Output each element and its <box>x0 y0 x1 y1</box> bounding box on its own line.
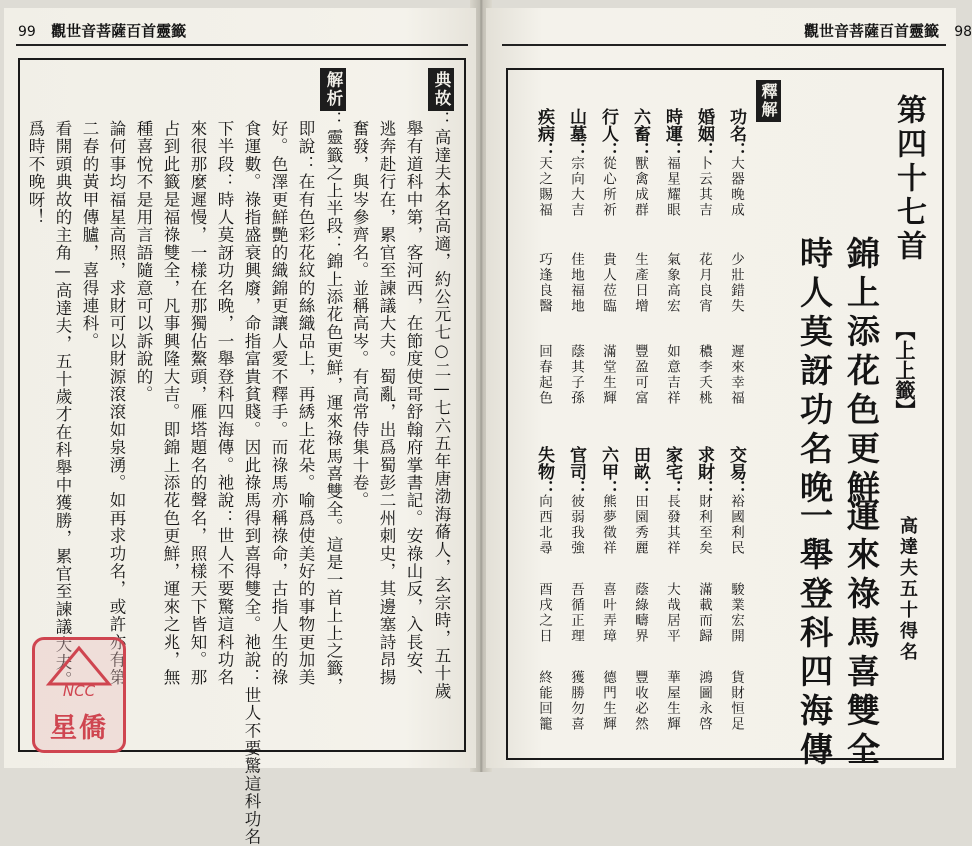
analysis-line-10: 二春的黃甲傳臚，喜得連科。 <box>80 120 99 351</box>
category-value: 蔭綠疇界 <box>632 582 648 644</box>
category-value: 豐盈可富 <box>632 344 648 406</box>
allusion-line-4: 奮發，與岑參齊名。並稱高岑。有高常侍集十卷。 <box>350 120 369 510</box>
category-value: 蔭其子孫 <box>568 344 584 406</box>
category-label: 六甲： <box>598 446 618 497</box>
category-value: 裕國利民 <box>728 494 744 556</box>
analysis-line-1: 解析：靈籤之上半段：錦上添花色更鮮，運來祿馬喜雙全。這是一首上上之籤， <box>320 68 346 695</box>
category-label: 交易： <box>726 446 746 497</box>
analysis-line-2: 即說：在有色彩花紋的絲織品上，再綉上花朵。喻爲使美好的事物更加美 <box>296 120 315 687</box>
category-label: 行人： <box>598 108 618 159</box>
right-running-title: 觀世音菩薩百首靈籤 <box>804 22 940 40</box>
category-value: 宗向大吉 <box>568 156 584 218</box>
analysis-line-11: 看開頭典故的主角—高達夫，五十歲才在科舉中獲勝，累官至諫議大夫。 <box>53 120 72 689</box>
category-label: 求財： <box>694 446 714 497</box>
category-value: 生產日增 <box>632 252 648 314</box>
category-value: 遲來幸福 <box>728 344 744 406</box>
category-label: 山墓： <box>566 108 586 159</box>
category-value: 佳地福地 <box>568 252 584 314</box>
category-value: 華屋生輝 <box>664 670 680 732</box>
lot-grade: 【上上籤】 <box>892 320 916 420</box>
category-label: 家宅： <box>662 446 682 497</box>
right-header <box>804 20 972 41</box>
left-header <box>18 20 186 41</box>
category-value: 彼弱我強 <box>568 494 584 556</box>
left-page-number: 99 <box>18 24 36 40</box>
verse-line-1: 錦上添花色更鮮 <box>842 236 881 509</box>
analysis-line-8: 種喜悅不是用言語隨意可以訴說的。 <box>134 120 153 404</box>
category-value: 氣象高宏 <box>664 252 680 314</box>
right-page <box>486 8 972 771</box>
lot-number: 第四十七首 <box>891 94 926 264</box>
verse-line-4: 一舉登科四海傳 <box>795 498 834 771</box>
category-value: 滿堂生輝 <box>600 344 616 406</box>
analysis-line-7: 占到此籤是福祿雙全，凡事興隆大吉。即錦上添花色更鮮，運來之兆，無 <box>161 120 180 687</box>
left-running-title: 觀世音菩薩百首靈籤 <box>51 22 187 40</box>
analysis-line-9: 論何事均福星高照，求財可以財源滾滾如泉湧。如再求功名，或許亦有第 <box>107 120 126 687</box>
category-value: 長發其祥 <box>664 494 680 556</box>
allusion-line-3: 逃奔赴行在，累官至諫議大夫。蜀亂，出爲蜀彭二州刺史，其邊塞詩昂揚 <box>377 120 396 687</box>
stamp-chinese-text: 星僑 <box>50 713 108 744</box>
category-value: 卜云其吉 <box>696 156 712 218</box>
category-value: 天之賜福 <box>536 156 552 218</box>
category-value: 回春起色 <box>536 344 552 406</box>
stamp-latin-text: NCC <box>62 682 96 700</box>
allusion-label: 典故 <box>428 68 454 111</box>
category-value: 如意吉祥 <box>664 344 680 406</box>
analysis-line-12: 爲時不晚呀！ <box>26 120 45 227</box>
watermark-stamp <box>32 637 126 753</box>
category-value: 福星耀眼 <box>664 156 680 218</box>
verse-line-3: 運來祿馬喜雙全 <box>842 498 881 771</box>
category-value: 大哉居平 <box>664 582 680 644</box>
category-label: 田畝： <box>630 446 650 497</box>
explain-label-wrap <box>756 80 781 122</box>
category-value: 終能回籠 <box>536 670 552 732</box>
category-label: 時運： <box>662 108 682 159</box>
category-value: 熊夢徵祥 <box>600 494 616 556</box>
category-value: 貴人莅臨 <box>600 252 616 314</box>
category-label: 疾病： <box>534 108 554 159</box>
category-value: 巧逢良醫 <box>536 252 552 314</box>
analysis-line-5: 下半段：時人莫訝功名晚，一舉登科四海傳。祂說：世人不要驚這科功名 <box>215 120 234 687</box>
category-value: 田園秀麗 <box>632 494 648 556</box>
verse-line-2: 時人莫訝功名晚 <box>795 236 834 509</box>
category-value: 鴻圖永啓 <box>696 670 712 732</box>
analysis-line-3: 好。色澤更鮮艷的織錦更讓人愛不釋手。而祿馬亦稱祿命，古指人生的祿 <box>269 120 288 687</box>
category-value: 花月良宵 <box>696 252 712 314</box>
category-value: 獸禽成群 <box>632 156 648 218</box>
category-label: 失物： <box>534 446 554 497</box>
analysis-label: 解析 <box>320 68 346 111</box>
left-header-rule <box>16 44 468 46</box>
category-value: 德門生輝 <box>600 670 616 732</box>
category-label: 婚姻： <box>694 108 714 159</box>
allusion-line-1: 典故：高達夫本名高適，約公元七○二—七六五年唐渤海蓨人，玄宗時，五十歲 <box>428 68 454 700</box>
category-value: 駿業宏開 <box>728 582 744 644</box>
category-value: 少壯錯失 <box>728 252 744 314</box>
right-page-number: 98 <box>954 24 972 40</box>
category-value: 吾循正理 <box>568 582 584 644</box>
category-value: 貨財恒足 <box>728 670 744 732</box>
explain-label: 釋解 <box>756 80 781 122</box>
category-label: 六畜： <box>630 108 650 159</box>
analysis-line-4: 食運數。祿指盛衰興廢，命指富貴貧賤。因此祿馬得到喜得雙全。祂說：世人不要驚這科功名 <box>242 120 261 846</box>
analysis-line-6: 來很那麼遲慢，一樣在那獨佔鰲頭，雁塔題名的聲名，照樣天下皆知。那 <box>188 120 207 687</box>
category-value: 向西北尋 <box>536 494 552 556</box>
right-header-rule <box>502 44 946 46</box>
story-title: 高達夫五十得名 <box>897 516 918 663</box>
category-value: 喜叶弄璋 <box>600 582 616 644</box>
category-label: 功名： <box>726 108 746 159</box>
category-value: 酉戌之日 <box>536 582 552 644</box>
category-value: 從心所祈 <box>600 156 616 218</box>
category-value: 豐收必然 <box>632 670 648 732</box>
category-value: 大器晚成 <box>728 156 744 218</box>
category-value: 獲勝勿喜 <box>568 670 584 732</box>
category-value: 穠李夭桃 <box>696 344 712 406</box>
allusion-line-2: 舉有道科中第，客河西，在節度使哥舒翰府掌書記。安祿山反，入長安、 <box>404 120 423 687</box>
category-label: 官司： <box>566 446 586 497</box>
category-value: 財利至矣 <box>696 494 712 556</box>
category-value: 滿載而歸 <box>696 582 712 644</box>
